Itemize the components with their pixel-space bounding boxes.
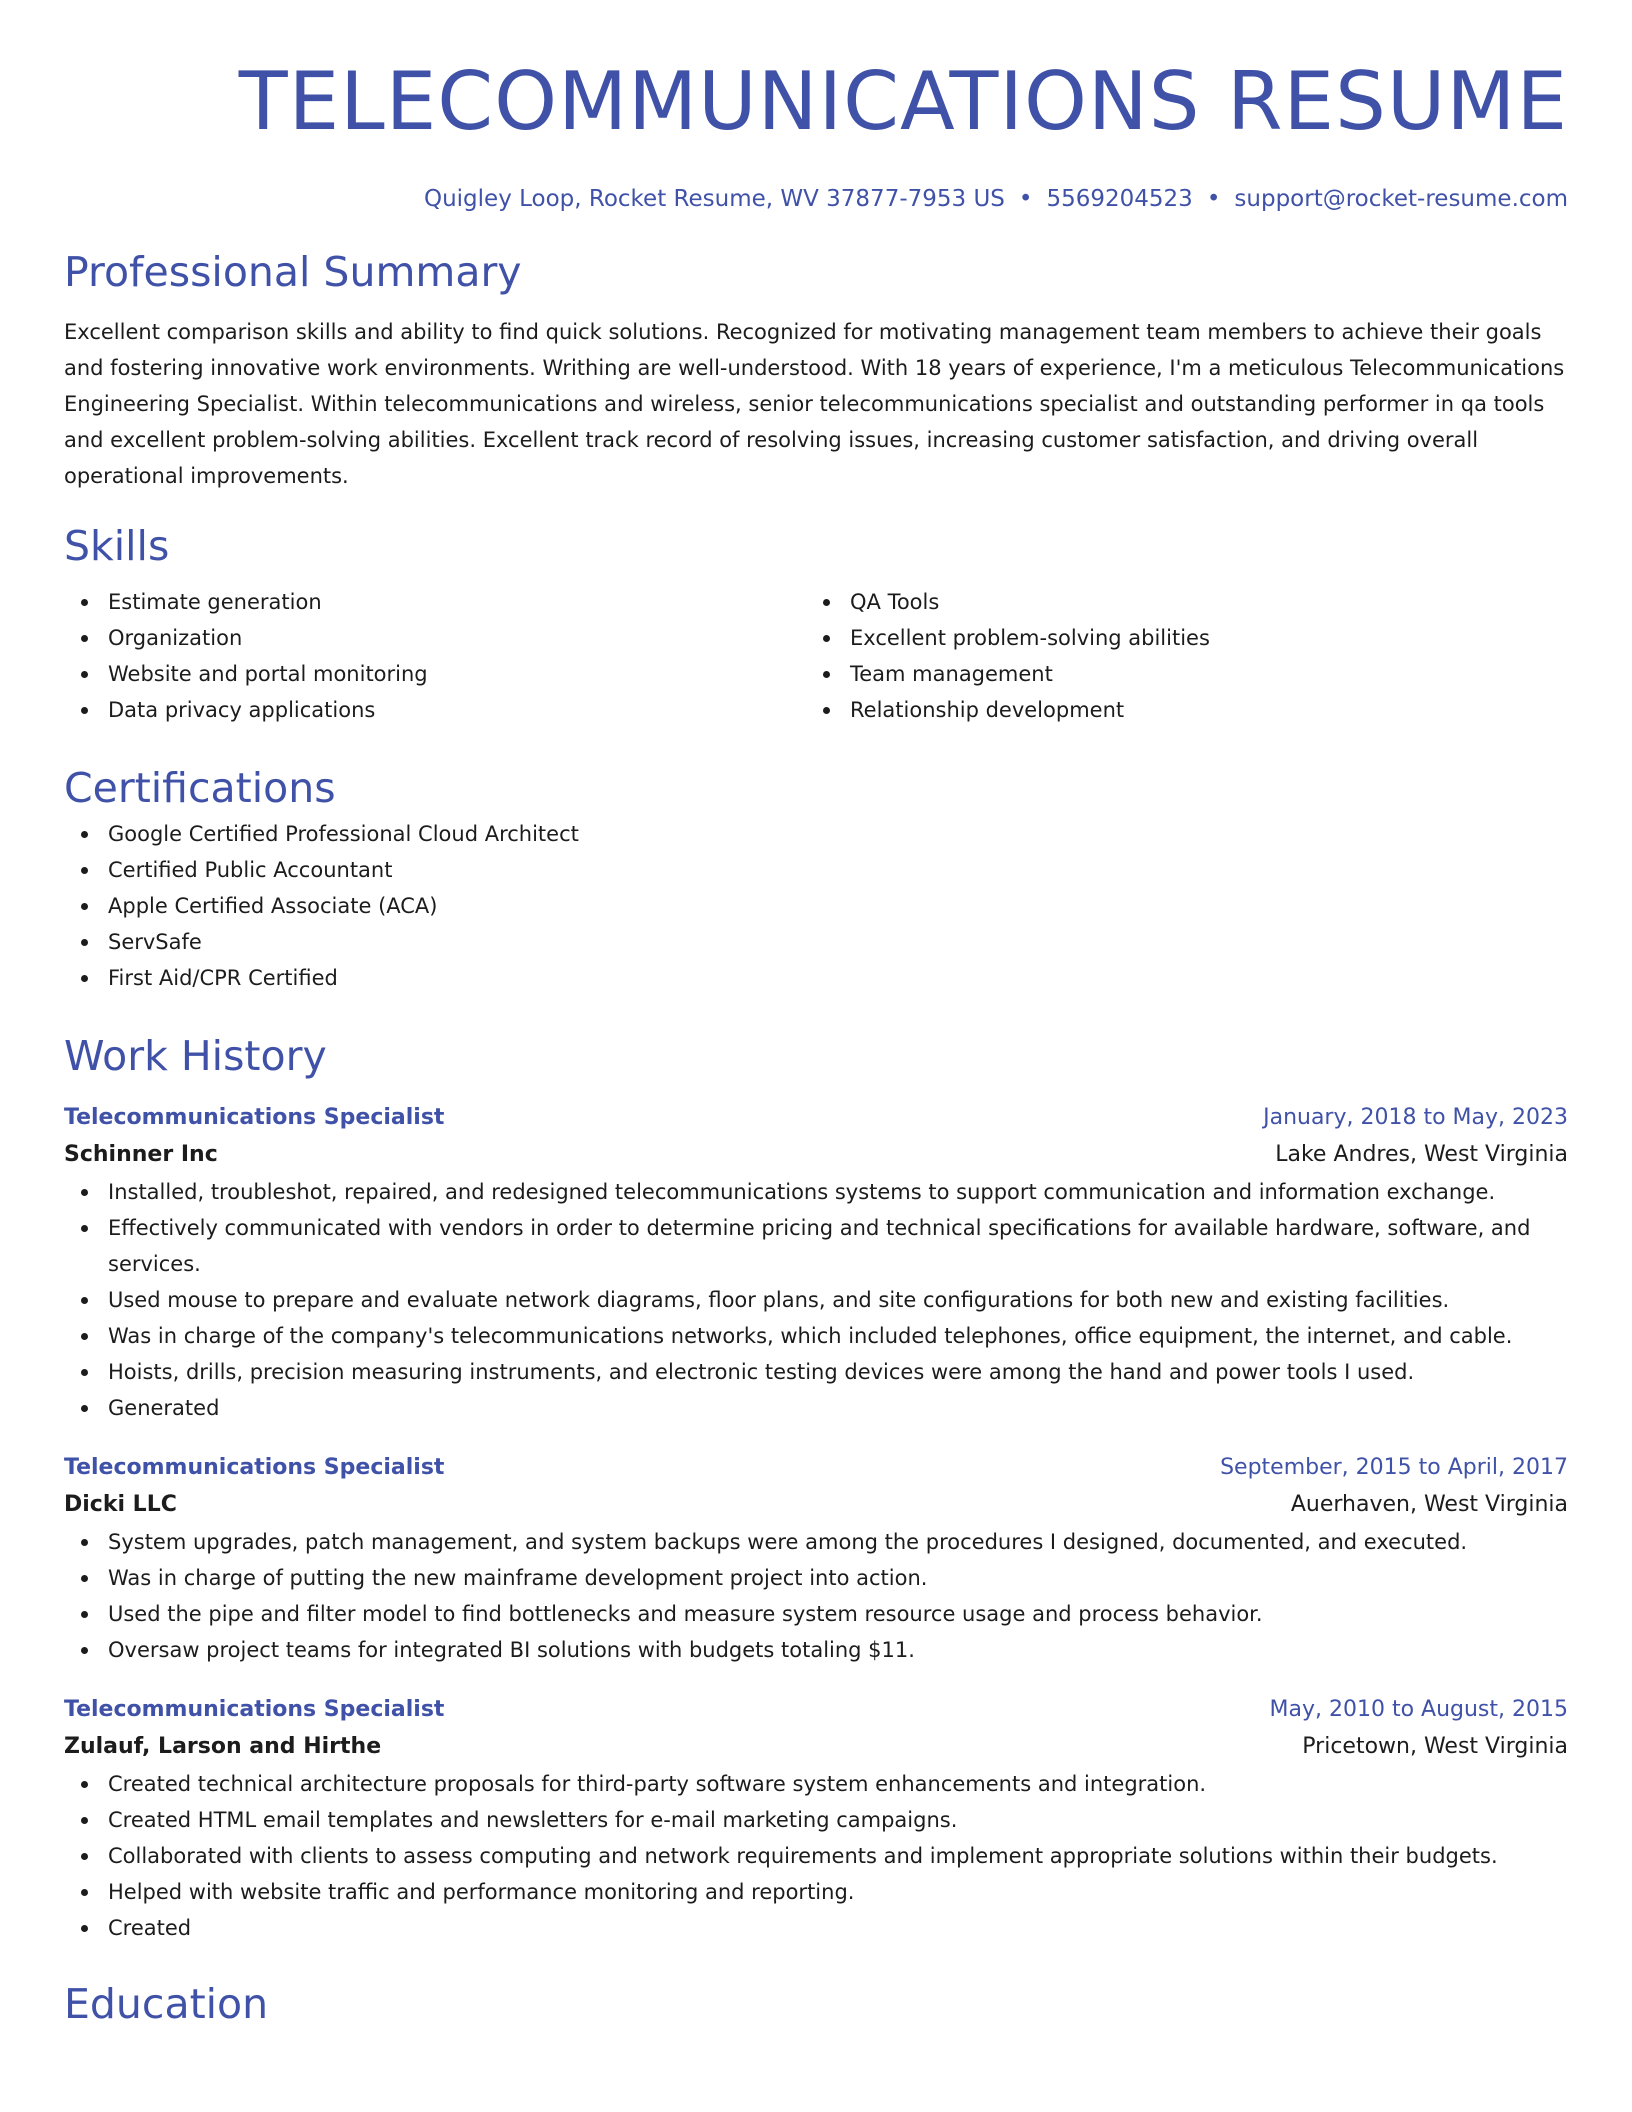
contact-email: support@rocket-resume.com — [1234, 186, 1568, 212]
job-company: Dicki LLC — [64, 1492, 177, 1517]
job-entry — [64, 1450, 1568, 1668]
job-bullet: Created — [64, 1910, 1568, 1946]
certification-item: First Aid/CPR Certified — [64, 960, 1568, 996]
contact-separator: • — [1018, 186, 1033, 212]
job-header-row — [64, 1450, 1568, 1486]
job-company: Schinner Inc — [64, 1142, 218, 1167]
certification-item: Apple Certified Associate (ACA) — [64, 888, 1568, 924]
skills-list-right — [806, 584, 1548, 728]
contact-address: Quigley Loop, Rocket Resume, WV 37877-7953 US — [423, 186, 1005, 212]
job-bullet: Effectively communicated with vendors in order to determine pricing and technical specifications for available hardware, software, and services. — [64, 1210, 1568, 1282]
job-bullet: Installed, troubleshot, repaired, and redesigned telecommunications systems to support communication and information exchange. — [64, 1174, 1568, 1210]
resume-title: TELECOMMUNICATIONS RESUME — [238, 55, 1568, 148]
job-bullet: System upgrades, patch management, and system backups were among the procedures I designed, documented, and executed. — [64, 1524, 1568, 1560]
skill-item: Data privacy applications — [64, 692, 806, 728]
summary-text: Excellent comparison skills and ability to find quick solutions. Recognized for motivating management team members to achieve their goals and fostering innovative work environments. Writhing are well-understood. With 18 years of experience, I'm a meticulous Telecommunications Engineering Specialist. Within telecommunications and wireless, senior telecommunications specialist and outstanding performer in qa tools and excellent problem-solving abilities. Excellent track record of resolving issues, increasing customer satisfaction, and driving overall operational improvements. — [64, 320, 1565, 488]
job-company: Zulauf, Larson and Hirthe — [64, 1734, 382, 1759]
education-heading: Education — [64, 1980, 269, 2028]
job-location: Auerhaven, West Virginia — [1290, 1492, 1568, 1517]
job-bullet: Created technical architecture proposals for third-party software system enhancements and integration. — [64, 1766, 1568, 1802]
certification-item: Google Certified Professional Cloud Architect — [64, 816, 1568, 852]
skill-item: QA Tools — [806, 584, 1548, 620]
job-location: Pricetown, West Virginia — [1302, 1734, 1568, 1759]
job-bullet: Collaborated with clients to assess computing and network requirements and implement appropriate solutions within their budgets. — [64, 1838, 1568, 1874]
job-title: Telecommunications Specialist — [64, 1105, 445, 1130]
job-header-row — [64, 1692, 1568, 1728]
contact-phone: 5569204523 — [1046, 186, 1193, 212]
job-location: Lake Andres, West Virginia — [1275, 1142, 1568, 1167]
job-bullet: Used mouse to prepare and evaluate network diagrams, floor plans, and site configurations for both new and existing facilities. — [64, 1282, 1568, 1318]
job-dates: September, 2015 to April, 2017 — [1220, 1455, 1568, 1480]
job-bullet: Helped with website traffic and performance monitoring and reporting. — [64, 1874, 1568, 1910]
skill-item: Relationship development — [806, 692, 1548, 728]
job-header-row — [64, 1100, 1568, 1136]
job-bullet: Created HTML email templates and newsletters for e-mail marketing campaigns. — [64, 1802, 1568, 1838]
skills-grid — [64, 584, 1568, 728]
skill-item: Estimate generation — [64, 584, 806, 620]
job-bullet: Oversaw project teams for integrated BI solutions with budgets totaling $11. — [64, 1632, 1568, 1668]
certification-item: ServSafe — [64, 924, 1568, 960]
job-bullets — [64, 1766, 1568, 1946]
contact-line — [64, 182, 1568, 216]
certifications-list — [64, 816, 1568, 996]
skills-list-left — [64, 584, 806, 728]
job-company-row — [64, 1728, 1568, 1766]
contact-separator: • — [1206, 186, 1221, 212]
job-company-row — [64, 1486, 1568, 1524]
job-bullet: Generated — [64, 1390, 1568, 1426]
work-history-heading: Work History — [64, 1032, 327, 1080]
skill-item: Website and portal monitoring — [64, 656, 806, 692]
job-title: Telecommunications Specialist — [64, 1455, 445, 1480]
job-dates: January, 2018 to May, 2023 — [1263, 1105, 1568, 1130]
job-bullets — [64, 1174, 1568, 1426]
job-bullet: Was in charge of the company's telecommunications networks, which included telephones, office equipment, the internet, and cable. — [64, 1318, 1568, 1354]
skill-item: Organization — [64, 620, 806, 656]
certifications-heading: Certifications — [64, 764, 336, 812]
job-dates: May, 2010 to August, 2015 — [1269, 1697, 1568, 1722]
job-bullet: Hoists, drills, precision measuring instruments, and electronic testing devices were among the hand and power tools I used. — [64, 1354, 1568, 1390]
job-bullet: Was in charge of putting the new mainframe development project into action. — [64, 1560, 1568, 1596]
skill-item: Team management — [806, 656, 1548, 692]
job-bullet: Used the pipe and filter model to find bottlenecks and measure system resource usage and process behavior. — [64, 1596, 1568, 1632]
job-title: Telecommunications Specialist — [64, 1697, 445, 1722]
skills-heading: Skills — [64, 522, 170, 570]
job-company-row — [64, 1136, 1568, 1174]
skill-item: Excellent problem-solving abilities — [806, 620, 1548, 656]
resume-page — [64, 0, 1568, 2032]
job-entry — [64, 1100, 1568, 1426]
job-entry — [64, 1692, 1568, 1946]
certification-item: Certified Public Accountant — [64, 852, 1568, 888]
summary-heading: Professional Summary — [64, 248, 522, 296]
job-bullets — [64, 1524, 1568, 1668]
